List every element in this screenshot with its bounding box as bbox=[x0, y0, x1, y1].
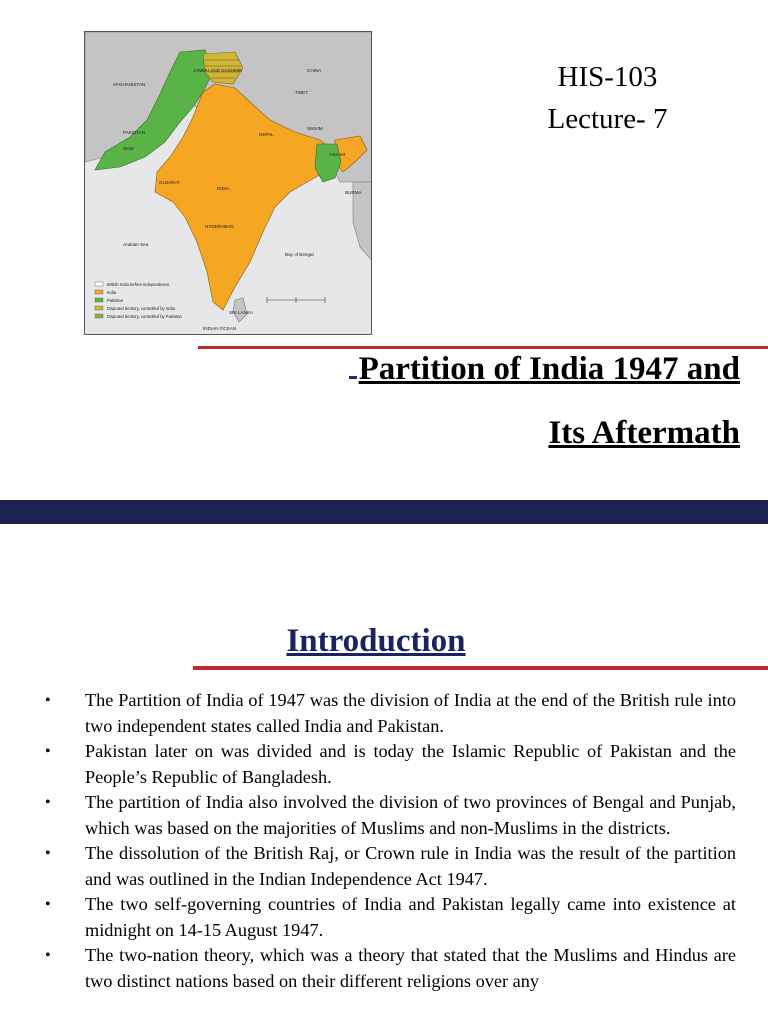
bullet-text: The Partition of India of 1947 was the division of India at the end of the British rule into two independent states called India and Pakistan. bbox=[85, 690, 736, 736]
bullet-text: The two-nation theory, which was a theory that stated that the Muslims and Hindus are two distinct nations based on their different religions over any bbox=[85, 945, 736, 991]
bullet-text: Pakistan later on was divided and is today the Islamic Republic of Pakistan and the People’s Republic of Bangladesh. bbox=[85, 741, 736, 787]
introduction-heading: Introduction bbox=[286, 623, 466, 659]
course-code: HIS-103 bbox=[557, 61, 658, 93]
legend-label-disputed-india: Disputed territory, controlled by India bbox=[107, 306, 175, 311]
bullet-marker: • bbox=[45, 692, 51, 709]
legend-swatch-disputed-india bbox=[95, 306, 103, 310]
label-pakistan: PAKISTAN bbox=[123, 130, 146, 135]
slide-title-line-2: Its Aftermath bbox=[548, 415, 740, 451]
legend-label-disputed-pakistan: Disputed territory, controlled by Pakistan bbox=[107, 314, 182, 319]
bullet-marker: • bbox=[45, 947, 51, 964]
bullet-item bbox=[0, 790, 768, 841]
label-hyderabad: HYDERABAD bbox=[205, 224, 234, 229]
partition-map bbox=[84, 31, 372, 335]
label-assam: ASSAM bbox=[329, 152, 346, 157]
label-indian-ocean: INDIAN OCEAN bbox=[203, 326, 237, 331]
slide-title-line-1-text: Partition of India 1947 and bbox=[358, 351, 740, 387]
legend-swatch-india bbox=[95, 290, 103, 294]
legend-swatch-disputed-pakistan bbox=[95, 314, 103, 318]
legend-label-pakistan: Pakistan bbox=[107, 298, 124, 303]
legend-swatch-pakistan bbox=[95, 298, 103, 302]
bullet-item bbox=[0, 892, 768, 943]
introduction-red-rule bbox=[193, 666, 768, 670]
label-india: INDIA bbox=[217, 186, 230, 191]
bullet-text: The partition of India also involved the division of two provinces of Bengal and Punjab, which was based on the majorities of Muslims and non-Muslims in the districts. bbox=[85, 792, 736, 838]
legend-label-british-india: British India before independence bbox=[107, 282, 170, 287]
introduction-bullet-list bbox=[0, 688, 768, 994]
bullet-marker: • bbox=[45, 896, 51, 913]
label-sri-lanka: SRI LANKA bbox=[229, 310, 253, 315]
bullet-text: The dissolution of the British Raj, or Crown rule in India was the result of the partition and was outlined in the Indian Independence Act 1947. bbox=[85, 843, 736, 889]
label-sikkim: SIKKIM bbox=[307, 126, 323, 131]
bullet-item bbox=[0, 943, 768, 994]
bullet-marker: • bbox=[45, 794, 51, 811]
label-burma: BURMA bbox=[345, 190, 362, 195]
label-china: CHINA bbox=[307, 68, 322, 73]
label-tibet: TIBET bbox=[295, 90, 309, 95]
bullet-marker: • bbox=[45, 743, 51, 760]
label-arabian-sea: Arabian Sea bbox=[123, 242, 149, 247]
partition-map-graphic bbox=[85, 32, 372, 335]
label-nepal: NEPAL bbox=[259, 132, 274, 137]
legend-swatch-british-india bbox=[95, 282, 103, 286]
legend-label-india: India bbox=[107, 290, 117, 295]
bullet-item bbox=[0, 739, 768, 790]
bullet-item bbox=[0, 688, 768, 739]
label-jammu-kashmir: JAMMU AND KASHMIR bbox=[193, 68, 243, 73]
bullet-item bbox=[0, 841, 768, 892]
label-gujarat: GUJARAT bbox=[159, 180, 181, 185]
slide-separator-band bbox=[0, 500, 768, 524]
label-afghanistan: AFGHANISTAN bbox=[113, 82, 146, 87]
label-sind: SIND bbox=[123, 146, 134, 151]
bullet-marker: • bbox=[45, 845, 51, 862]
text-cursor-mark bbox=[349, 376, 357, 379]
lecture-number: Lecture- 7 bbox=[547, 103, 668, 135]
label-bay-of-bengal: Bay of Bengal bbox=[285, 252, 314, 257]
slide-title-line-1 bbox=[349, 348, 740, 390]
bullet-text: The two self-governing countries of India and Pakistan legally came into existence at midnight on 14-15 August 1947. bbox=[85, 894, 736, 940]
